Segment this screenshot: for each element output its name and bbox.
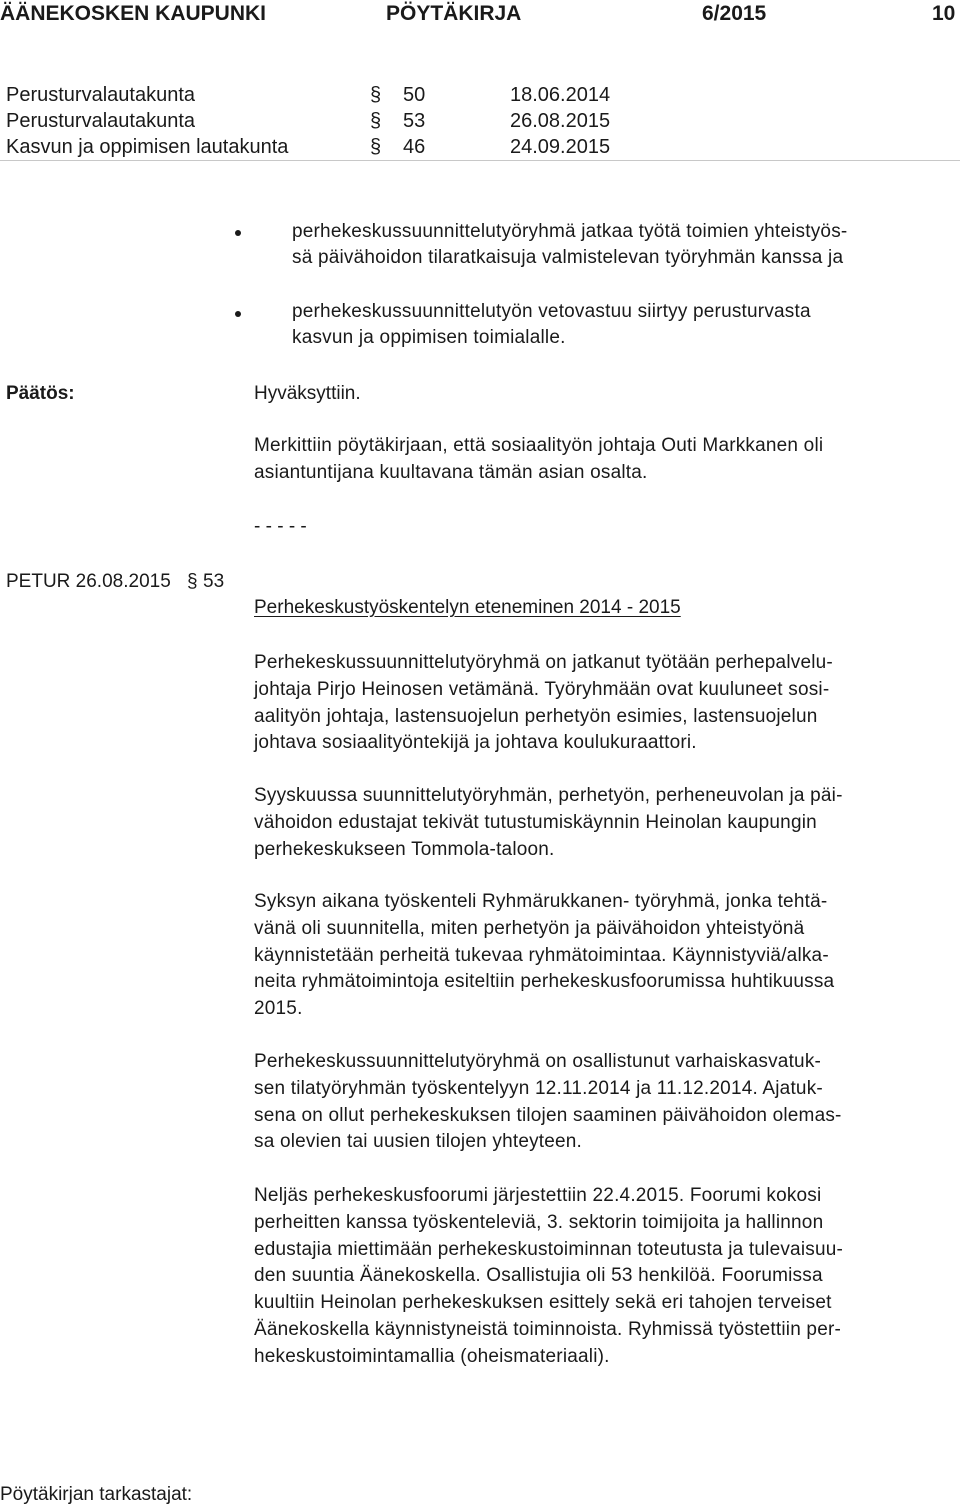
meeting-date: 18.06.2014 [510,84,611,106]
organization-name: ÄÄNEKOSKEN KAUPUNKI [0,2,267,25]
document-number: 6/2015 [702,2,767,25]
header-divider [0,160,960,161]
section-sign-icon: § [370,84,382,106]
meeting-date: 26.08.2015 [510,110,611,132]
section-sign-icon: § [187,571,198,592]
section-ref: PETUR 26.08.2015 [6,571,171,592]
meeting-body: Kasvun ja oppimisen lautakunta [6,136,289,158]
page-number: 10 [932,2,956,25]
section-sign-icon: § [370,110,382,132]
meeting-section: 46 [403,136,426,158]
paragraph: Perhekeskussuunnittelutyöryhmä on osallistunut varhaiskasvatuk- sen tilatyöryhmän työskentelyyn 12.11.2014 ja 11.12.2014. Ajatuk- sena on ollut perhekeskuksen tilojen saaminen päivähoidon olemas- sa olevien tai uusien tilojen yhteyteen. [254,1051,842,1153]
bullet-icon [235,311,241,317]
decision-note: Merkittiin pöytäkirjaan, että sosiaalityön johtaja Outi Markkanen oli asiantuntijana kuultavana tämän asian osalta. [254,435,824,483]
meeting-section: 53 [403,110,426,132]
document-type: PÖYTÄKIRJA [386,2,522,25]
bullet-icon [235,230,241,236]
section-number: 53 [203,571,225,592]
paragraph: Syksyn aikana työskenteli Ryhmärukkanen- työryhmä, jonka tehtä- vänä oli suunnitella, miten perhetyön ja päivähoidon yhteistyönä käynnistetään perheitä tukevaa ryhmätoimintaa. Käynnistyviä/alka- neita ryhmätoimintoja esiteltiin perhekeskusfoorumissa huhtikuussa 2015. [254,891,835,1020]
separator: - - - - - [254,516,307,537]
meeting-section: 50 [403,84,426,106]
bullet-item: perhekeskussuunnittelutyön vetovastuu siirtyy perusturvasta kasvun ja oppimisen toimialalle. [292,301,811,348]
paragraph: Syyskuussa suunnittelutyöryhmän, perhetyön, perheneuvolan ja päi- vähoidon edustajat tekivät tutustumiskäynnin Heinolan kaupungin perhekeskukseen Tommola-taloon. [254,785,843,860]
decision-label: Päätös: [6,383,75,404]
decision-text: Hyväksyttiin. [254,383,361,404]
section-title: Perhekeskustyöskentelyn eteneminen 2014 - 2015 [254,597,681,618]
bullet-item: perhekeskussuunnittelutyöryhmä jatkaa työtä toimien yhteistyös- sä päivähoidon tilaratkaisuja valmistelevan työryhmän kanssa ja [292,221,848,268]
meeting-body: Perusturvalautakunta [6,84,196,106]
meeting-body: Perusturvalautakunta [6,110,196,132]
footer-label: Pöytäkirjan tarkastajat: [0,1484,193,1505]
paragraph: Neljäs perhekeskusfoorumi järjestettiin 22.4.2015. Foorumi kokosi perheitten kanssa työskenteleviä, 3. sektorin toimijoita ja hallinnon edustajia miettimään perhekeskustoiminnan toteutusta ja tulevaisuu- den suuntia Äänekoskella. Osallistujia oli 53 henkilöä. Foorumissa kuultiin Heinolan perhekeskuksen esittely sekä eri tahojen terveiset Äänekoskella käynnistyneistä toiminnoista. Ryhmissä työstettiin per- hekeskustoimintamallia (oheismateriaali). [254,1185,844,1367]
meeting-date: 24.09.2015 [510,136,611,158]
paragraph: Perhekeskussuunnittelutyöryhmä on jatkanut työtään perhepalvelu- johtaja Pirjo Heinosen vetämänä. Työryhmään ovat kuuluneet sosi- aalityön johtaja, lastensuojelun perhetyön esimies, lastensuojelun johtava sosiaalityöntekijä ja johtava koulukuraattori. [254,652,833,754]
section-sign-icon: § [370,136,382,158]
